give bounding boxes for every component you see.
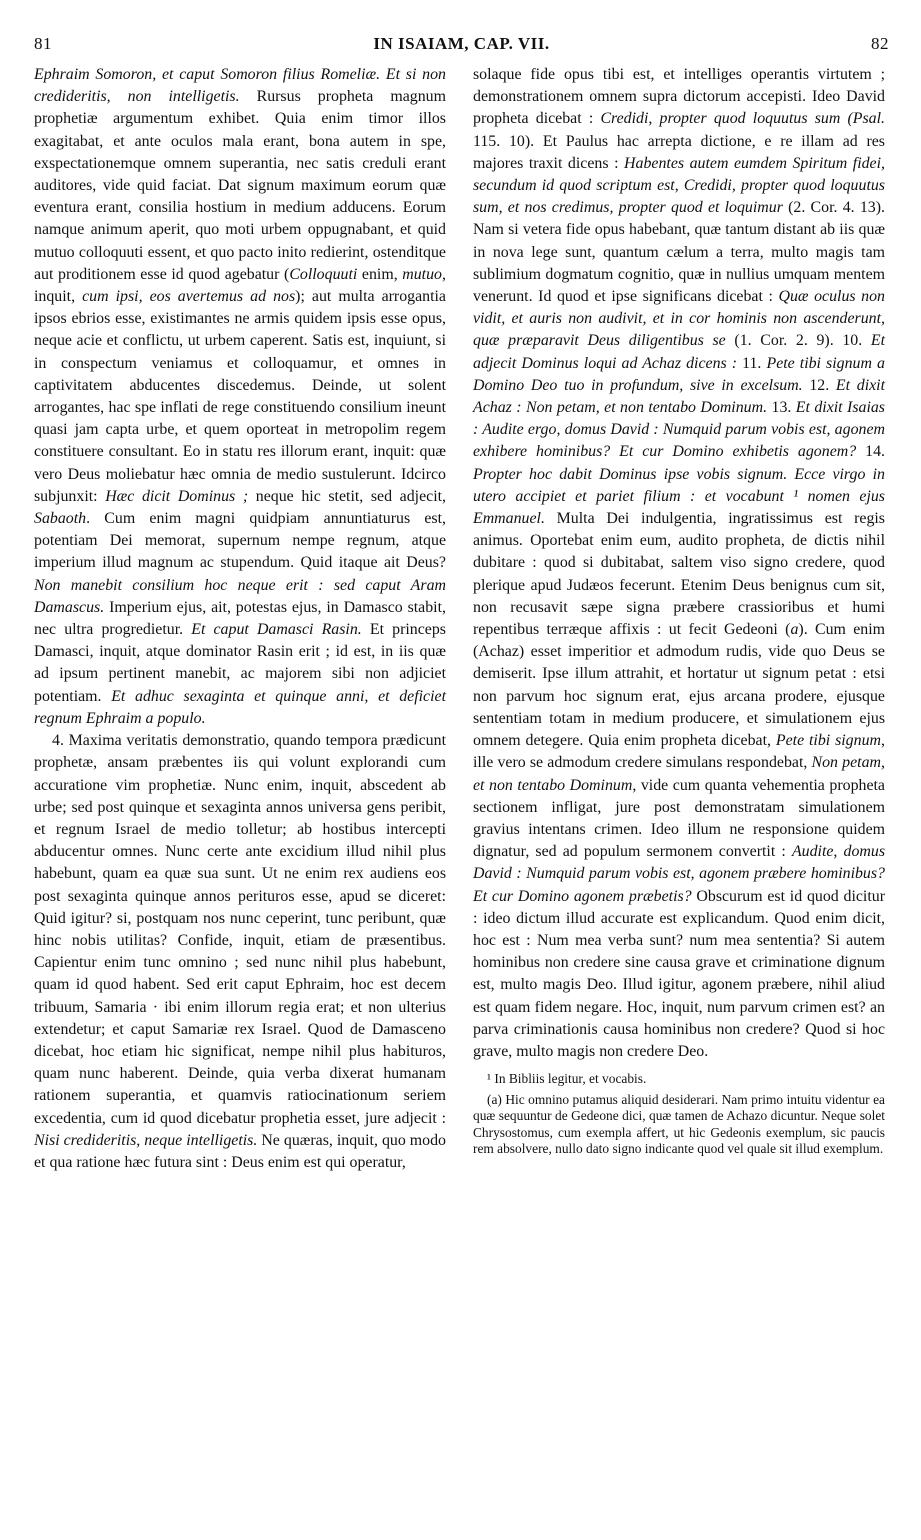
italic-quotation: Nisi credideritis, neque intelligetis. <box>34 1131 258 1149</box>
text-run: Et princeps Damasci, inquit, atque dominator Rasin erit ; id est, in iis quæ ad ipsum pertinent manebit, ac majorem sibi non adjiciet potentiam. <box>34 621 446 705</box>
italic-quotation: Quæ oculus non vidit, et auris non audivit, et in cor hominis non ascenderunt, quæ præparavit Deus diligentibus se <box>473 288 885 350</box>
italic-quotation: Credidi, propter quod loquutus sum (Psal. <box>600 110 885 128</box>
text-run: , ille vero se admodum credere simulans respondebat, <box>473 732 885 772</box>
text-run: 11. <box>737 354 767 372</box>
text-run: solaque fide opus tibi est, et intelliges operantis virtutem ; demonstrationem omnem supra dictorum accepisti. Ideo David propheta dicebat : <box>473 66 885 128</box>
italic-quotation: Non petam, et non tentabo Dominum <box>473 754 885 794</box>
text-run: Multa Dei indulgentia, ingratissimus est regis animus. Oportebat enim eum, audito propheta, de dictis nihil dubitare : quod si dubitabat, saltem viso signo credere, quod plerique apud Judæos fecerunt. Etenim Deus benignus cum sit, non recusavit sæpe signa præbere crassioribus et humi repentibus terræque affixis : ut fecit Gedeoni ( <box>473 510 885 639</box>
text-run: Imperium ejus, ait, potestas ejus, in Damasco stabit, nec ultra progredietur. <box>34 598 446 639</box>
left-text-column <box>34 64 446 1174</box>
text-run: enim, <box>357 265 403 283</box>
italic-quotation: Ephraim Somoron, et caput Somoron filius Romeliæ. Et si non credideritis, non intelligetis. <box>34 66 446 106</box>
italic-quotation: Et adhuc sexaginta et quinque anni, et deficiet regnum Ephraim a populo. <box>34 687 446 727</box>
text-run: neque hic stetit, sed adjecit, <box>248 487 447 505</box>
italic-quotation: Sabaoth <box>34 510 87 528</box>
footnote-1: ¹ In Bibliis legitur, et vocabis. <box>487 1071 647 1087</box>
italic-quotation: Et caput Damasci Rasin. <box>191 621 362 639</box>
right-column-body <box>473 64 885 1063</box>
italic-quotation: mutuo <box>402 265 442 283</box>
running-header <box>34 34 889 58</box>
italic-quotation: Habentes autem eumdem Spiritum fidei, secundum id quod scriptum est, Credidi, propter quod loquutus sum, et nos credimus, propter quod et loquimur <box>473 154 885 217</box>
italic-quotation: Et dixit Achaz : Non petam, et non tentabo Dominum. <box>473 376 885 417</box>
text-run: , inquit, <box>34 265 446 306</box>
text-run: ). Cum enim (Achaz) esset imperitior et admodum rudis, vide quo Deus se demiserit. Ipse illum attrahit, et hortatur ut signum petat : etsi non parvum hoc signum erat, ejus arcana prodere, ejusque sententiam totam in medium producere, et simulationem ejus omnem detegere. Quia enim propheta dicebat, <box>473 621 886 750</box>
text-run: Obscurum est id quod dicitur : ideo dictum illud accurate est explicandum. Quod enim dicit, hoc est : Num mea verba sunt? num mea sententia? Si autem hominibus non credere sine causa grave et criminatione dignum est, multo magis Deo. Illud igitur, agonem præbere, nihil aliud est quam fidem negare. Hoc, inquit, num parvum crimen est? an parva criminationis causa hominibus non credere? Quod si hoc grave, multo magis non credere Deo. <box>473 887 885 1060</box>
italic-quotation: Colloquuti <box>289 265 358 283</box>
text-run: 4. Maxima veritatis demonstratio, quando tempora prædicunt prophetæ, ansam præbentes iis qui volunt explorandi cum accuratione vim prophetiæ. Nunc enim, inquit, abscedent ab urbe; sed post quinque et sexaginta annos universa gens peribit, et regnum Israel de medio tolletur; ab hostibus intercepti abducentur omnes. Nunc certe ante excidium illud nihil plus habebunt, quam ea quæ sua sunt. Ut ne enim rex audiens eos post sexaginta quinque annos perituros esse, apud se diceret: Quid igitur? si, postquam nos nunc ceperint, tunc peribunt, quæ hinc nobis utilitas? Confide, inquit, etiam de præsentibus. Capientur enim tunc omnino ; sed nunc nihil plus habebunt, quam id quod habent. Sed erit caput Ephraim, hoc est decem tribuum, Samaria · ibi enim illorum regia erat; et non ulterius extendetur; et caput Samariæ rex Israel. Quod de Damasceno dicebat, hoc etiam hic significat, nempe nihil plus habituros, quam nunc haberent. Deinde, quia verba dixerat humanam rationem superantia, et quamvis ratiocinationum seriem excedentia, cum id quod dicebatur prophetia esset, jure adjecit : <box>34 732 446 1127</box>
text-run: 13. <box>767 399 796 417</box>
text-run: . Cum enim magni quidpiam annuntiaturus est, potentiam Dei memorat, supernum nempe regnum, atque imperium illud magnum ac stupendum. Quid itaque ait Deus? <box>34 510 446 572</box>
paragraph <box>473 64 885 1063</box>
right-text-column <box>473 64 885 1162</box>
text-run: Rursus propheta magnum prophetiæ argumentum exhibet. Quia enim timor illos exagitabat, et ante oculos mala erant, bona autem in spe, exspectationemque omnem superantia, nec satis creduli erant auditores, vide quid faciat. Dat signum maximum eorum quæ eventura erant, consilia hostium in medium adducens. Eorum namque animum aperit, quo moti urbem oppugnabant, et quid mutuo colloquuti essent, et quo pacto inito redierint, ostenditque aut proditionem esse id quod agebatur ( <box>34 88 446 283</box>
italic-quotation: Propter hoc dabit Dominus ipse vobis signum. Ecce virgo in utero accipiet et pariet filium : et vocabunt ¹ nomen ejus Emmanuel. <box>473 465 885 528</box>
text-run: (1. Cor. 2. 9). 10. <box>725 332 871 350</box>
paragraph <box>34 730 446 1174</box>
paragraph <box>34 64 446 730</box>
text-run: 14. <box>856 443 885 461</box>
footnote-a: (a) Hic omnino putamus aliquid desiderari. Nam primo intuitu videntur ea quæ sequuntur de Gedeone dici, quæ tamen de Achazo dicuntur. Neque solet Chrysostomus, cum exempla affert, ut hic Gedeonis exemplum, sic paucis rem absolvere, nullo dato signo indicante quod vel quale sit illud exemplum. <box>473 1091 885 1157</box>
italic-quotation: cum ipsi, eos avertemus ad nos <box>82 288 296 306</box>
italic-quotation: Pete tibi signum a Domino Deo tuo in profundum, sive in excelsum. <box>473 354 885 394</box>
italic-quotation: Et dixit Isaias : Audite ergo, domus David : Numquid parum vobis est, agonem exhibere hominibus? Et cur Domino exhibetis agonem? <box>473 399 885 461</box>
text-run: 115. 10). Et Paulus hac arrepta dictione, e re illam ad res majores traxit dicens : <box>473 132 885 172</box>
italic-quotation: Audite, domus David : Numquid parum vobis est, agonem præbere hominibus? Et cur Domino agonem præbetis? <box>473 843 886 905</box>
text-run: , vide cum quanta vehementia propheta sectionem infligat, jure post demonstratam simulationem gravius intentans crimen. Ideo illum ne responsione quidem dignatur, sed ad populum sermonem convertit : <box>473 776 885 861</box>
italic-quotation: Pete tibi signum <box>775 732 881 750</box>
page-number-left: 81 <box>34 34 52 53</box>
italic-quotation: a <box>790 621 799 639</box>
page-number-right: 82 <box>871 34 889 53</box>
footnotes <box>473 1071 885 1158</box>
text-run: ); aut multa arrogantia ipsos ebrios esse, existimantes ne armis quidem ipsis esse opus, neque acie et conflictu, ut urbem caperent. Satis est, inquiunt, si in conspectum veniamus et colloquamur, et omnes in captivitatem abducentes discedemus. Deinde, ut solent arrogantes, hac spe inflati de rege constituendo consilium ineunt quasi jam capta urbe, et quem oporteat in metropolim regem constituere consultant. Eo in statu res illorum erant, inquit: quæ vero Deus moliebatur hæc omnia de medio sustulerunt. Idcirco subjunxit: <box>34 288 446 505</box>
text-run: (2. Cor. 4. 13). Nam si vetera fide opus habebant, quæ tantum distant ab iis quæ in nova lege sunt, quantum cælum a terra, multo magis tam sublimium dogmatum cognitio, quæ in nullius umquam mentem venerunt. Id quod et ipse significans dicebat : <box>473 199 885 306</box>
text-run: 12. <box>802 376 836 394</box>
italic-quotation: Et adjecit Dominus loqui ad Achaz dicens : <box>473 332 885 372</box>
running-title: IN ISAIAM, CAP. VII. <box>373 34 550 53</box>
text-run: Ne quæras, inquit, quo modo et qua ratione hæc futura sint : Deus enim est qui operatur, <box>34 1131 446 1171</box>
italic-quotation: Hæc dicit Dominus ; <box>105 487 249 505</box>
italic-quotation: Non manebit consilium hoc neque erit : sed caput Aram Damascus. <box>34 576 446 616</box>
